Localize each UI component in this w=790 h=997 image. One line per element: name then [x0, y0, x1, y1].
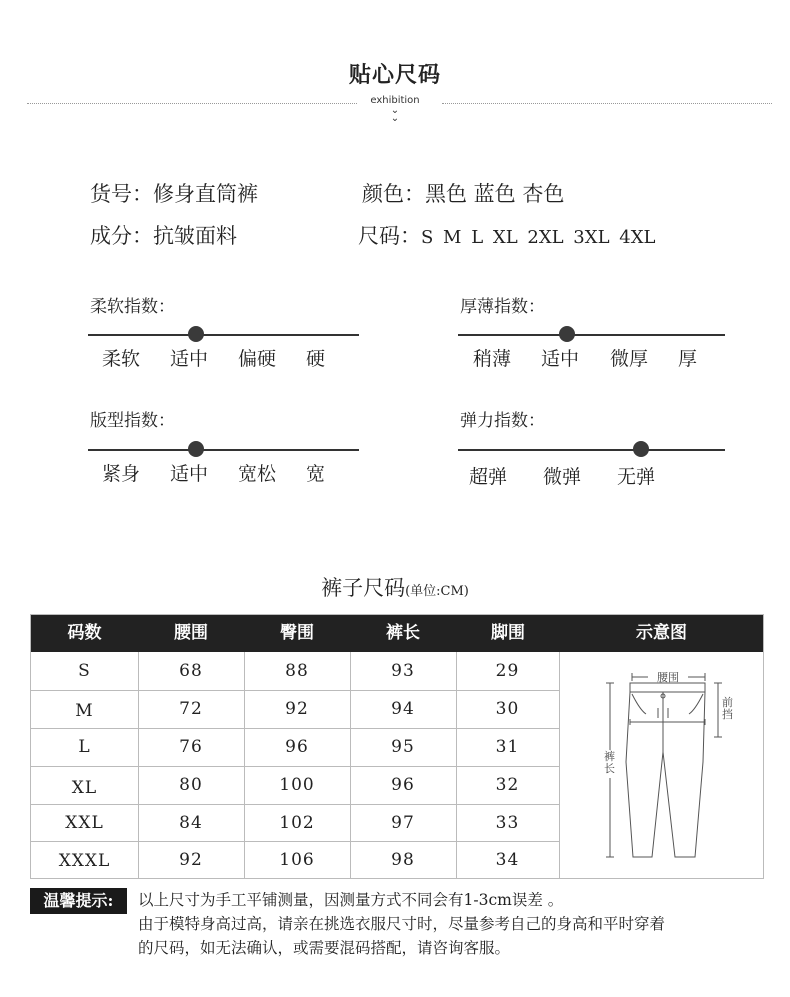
thickness-index-track — [458, 334, 725, 336]
hip-cell: 96 — [285, 737, 309, 757]
waist-cell: 92 — [179, 850, 203, 870]
table-row — [31, 690, 559, 728]
table-row — [31, 766, 559, 804]
header-hem: 脚围 — [491, 623, 525, 643]
hem-cell: 31 — [495, 737, 520, 757]
fit-index-track — [88, 449, 359, 451]
elasticity-index-track — [458, 449, 725, 451]
double-chevron-down-icon: ⌄ ⌄ — [390, 105, 400, 124]
length-cell: 98 — [391, 850, 415, 870]
thickness-index-marker — [559, 326, 575, 342]
waist-cell: 72 — [179, 699, 203, 719]
elasticity-option: 微弹 — [543, 466, 582, 488]
waist-cell: 68 — [179, 661, 203, 681]
thickness-option: 微厚 — [610, 348, 649, 370]
waist-cell: 80 — [179, 775, 203, 795]
table-row — [31, 728, 559, 766]
section-subtitle: exhibition — [370, 95, 420, 106]
pants-diagram — [560, 652, 763, 878]
table-row — [31, 841, 559, 878]
color-label: 颜色： — [362, 182, 425, 206]
hip-cell: 100 — [279, 775, 315, 795]
fit-index-marker — [188, 441, 204, 457]
header-length: 裤长 — [386, 623, 420, 643]
color-row — [362, 178, 564, 208]
diagram-rise-label: 前挡 — [722, 696, 733, 721]
thickness-option: 适中 — [541, 348, 580, 370]
pants-outline-icon — [560, 652, 763, 878]
page-title: 贴心尺码 — [348, 62, 441, 88]
waist-cell: 76 — [179, 737, 203, 757]
table-row — [31, 804, 559, 841]
item-number-row — [90, 178, 258, 208]
hem-cell: 29 — [495, 661, 520, 681]
thickness-index-label: 厚薄指数： — [460, 297, 545, 317]
thickness-option: 稍薄 — [473, 348, 512, 370]
size-table — [30, 614, 764, 879]
hem-cell: 34 — [495, 850, 520, 870]
elasticity-option: 超弹 — [469, 466, 508, 488]
fit-option: 宽 — [306, 463, 326, 485]
thickness-option: 厚 — [678, 348, 698, 370]
length-cell: 96 — [391, 775, 415, 795]
hip-cell: 92 — [285, 699, 309, 719]
size-table-title-text: 裤子尺码 — [321, 576, 406, 600]
tip-line: 由于模特身高过高，请亲在挑选衣服尺寸时，尽量参考自己的身高和平时穿着 — [138, 915, 666, 933]
fit-index-label: 版型指数： — [90, 411, 175, 431]
item-number-value: 修身直筒裤 — [153, 182, 258, 206]
material-label: 成分： — [90, 224, 153, 248]
diagram-length-label: 裤长 — [604, 750, 615, 775]
softness-option: 偏硬 — [238, 348, 277, 370]
size-cell: M — [75, 701, 94, 721]
size-cell: XL — [71, 778, 98, 798]
size-table-header — [31, 615, 763, 652]
tip-badge: 温馨提示: — [30, 888, 127, 914]
size-table-unit: (单位:CM) — [405, 584, 469, 599]
item-number-label: 货号： — [90, 182, 153, 206]
tip-line: 以上尺寸为手工平铺测量，因测量方式不同会有1-3cm误差 。 — [138, 891, 564, 909]
tip-line: 的尺码，如无法确认，或需要混码搭配，请咨询客服。 — [138, 939, 511, 957]
fit-option: 适中 — [170, 463, 209, 485]
size-cell: XXL — [65, 813, 104, 833]
softness-index-track — [88, 334, 359, 336]
softness-option: 柔软 — [102, 348, 141, 370]
material-row — [90, 220, 237, 250]
hip-cell: 88 — [285, 661, 309, 681]
fit-option: 紧身 — [102, 463, 141, 485]
diagram-waist-label: 腰围 — [657, 671, 679, 684]
hem-cell: 30 — [495, 699, 520, 719]
hip-cell: 102 — [279, 813, 315, 833]
header-hip: 臀围 — [280, 623, 314, 643]
table-row — [31, 652, 559, 690]
elasticity-index-label: 弹力指数： — [460, 411, 545, 431]
fit-option: 宽松 — [238, 463, 277, 485]
length-cell: 94 — [391, 699, 415, 719]
color-value: 黑色 蓝色 杏色 — [425, 182, 565, 206]
hem-cell: 33 — [495, 813, 520, 833]
length-cell: 95 — [391, 737, 415, 757]
waist-cell: 84 — [179, 813, 203, 833]
header-size: 码数 — [67, 623, 102, 643]
size-table-title — [0, 572, 790, 602]
header-waist: 腰围 — [174, 623, 208, 643]
size-row — [358, 220, 655, 250]
length-cell: 93 — [391, 661, 415, 681]
hem-cell: 32 — [495, 775, 520, 795]
size-cell: L — [78, 737, 91, 757]
softness-option: 适中 — [170, 348, 209, 370]
size-cell: S — [78, 661, 91, 681]
softness-option: 硬 — [306, 348, 326, 370]
softness-index-label: 柔软指数： — [90, 297, 175, 317]
elasticity-index-marker — [633, 441, 649, 457]
elasticity-option: 无弹 — [617, 466, 656, 488]
material-value: 抗皱面料 — [153, 224, 237, 248]
header-diagram: 示意图 — [636, 623, 687, 643]
size-value: S M L XL 2XL 3XL 4XL — [421, 227, 656, 248]
softness-index-marker — [188, 326, 204, 342]
size-label: 尺码： — [358, 224, 421, 248]
length-cell: 97 — [391, 813, 415, 833]
size-cell: XXXL — [58, 851, 111, 871]
hip-cell: 106 — [279, 850, 315, 870]
